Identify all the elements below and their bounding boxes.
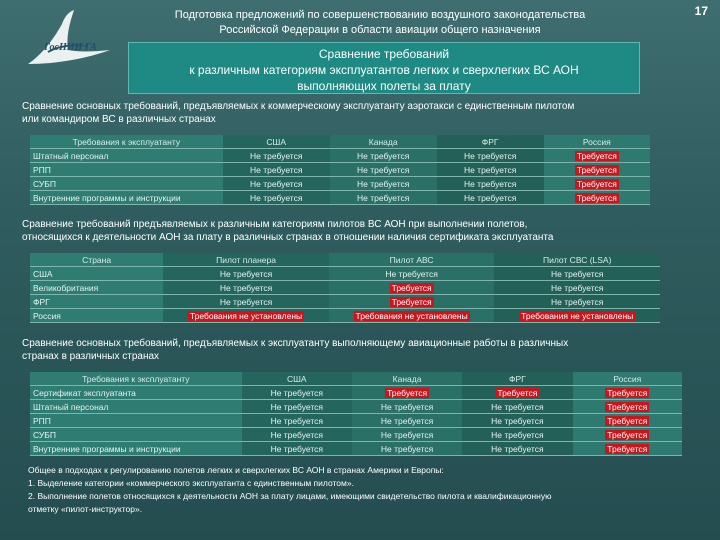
value-cell xyxy=(352,414,462,428)
section-1-caption xyxy=(22,100,702,126)
section-1-caption-line-2: или командиром ВС в различных странах xyxy=(22,114,216,125)
value-cell xyxy=(330,163,437,177)
value-cell xyxy=(329,309,495,323)
cell-text: Не требуется xyxy=(270,387,323,398)
value-cell xyxy=(544,163,650,177)
column-header: Россия xyxy=(544,135,650,149)
column-header: Требования к эксплуатанту xyxy=(30,135,223,149)
row-label-cell xyxy=(30,295,163,309)
cell-text: Требования не установлены xyxy=(521,310,634,321)
cell-text: Требуется xyxy=(576,150,617,161)
table-header-row xyxy=(30,135,650,149)
cell-text: Не требуется xyxy=(380,401,434,412)
cell-text: Не требуется xyxy=(463,192,517,203)
table-row xyxy=(30,414,682,428)
value-cell xyxy=(242,386,352,400)
value-cell xyxy=(437,191,544,205)
value-cell xyxy=(242,428,352,442)
section-3-caption-line-1: Сравнение основных требований, предъявляемых к эксплуатанту выполняющему авиационные работы в различных xyxy=(22,338,569,349)
value-cell xyxy=(573,386,682,400)
cell-text: Не требуется xyxy=(250,192,303,203)
cell-text: Требования не установлены xyxy=(189,310,303,321)
cell-text: Не требуется xyxy=(380,443,434,454)
row-label-cell xyxy=(30,177,223,191)
cell-text: Требуется xyxy=(607,387,648,398)
header-line-2: Российской Федерации в области авиации общего назначения xyxy=(219,24,541,36)
value-cell xyxy=(494,281,660,295)
cell-text: Не требуется xyxy=(385,268,438,279)
value-cell xyxy=(462,414,572,428)
row-label-cell xyxy=(30,428,242,442)
value-cell xyxy=(494,309,660,323)
table-header-row xyxy=(30,253,660,267)
cell-text: Россия xyxy=(33,310,61,321)
cell-text: Великобритания xyxy=(33,282,99,293)
cell-text: Не требуется xyxy=(219,268,273,279)
value-cell xyxy=(462,442,572,456)
cell-text: Не требуется xyxy=(270,401,323,412)
value-cell xyxy=(494,295,660,309)
cell-text: Не требуется xyxy=(219,296,273,307)
column-header: Пилот АВС xyxy=(329,253,495,267)
footnote xyxy=(28,464,708,516)
section-3-caption xyxy=(22,337,702,363)
cell-text: Требуется xyxy=(576,192,617,203)
value-cell xyxy=(437,163,544,177)
title-line-2: к различным категориям эксплуатантов легких и сверхлегких ВС АОН xyxy=(189,63,579,77)
value-cell xyxy=(242,400,352,414)
row-label-cell xyxy=(30,386,242,400)
value-cell xyxy=(223,163,330,177)
value-cell xyxy=(494,267,660,281)
value-cell xyxy=(462,428,572,442)
cell-text: Требования не установлены xyxy=(355,310,468,321)
cell-text: Внутренние программы и инструкции xyxy=(33,192,181,203)
cell-text: Не требуется xyxy=(550,282,604,293)
table-header-row xyxy=(30,372,682,386)
cell-text: Не требуется xyxy=(491,429,544,440)
cell-text: Требуется xyxy=(391,282,432,293)
value-cell xyxy=(330,191,437,205)
value-cell xyxy=(242,414,352,428)
cell-text: Требуется xyxy=(576,178,617,189)
cell-text: Требуется xyxy=(391,296,432,307)
cell-text: Не требуется xyxy=(250,150,303,161)
footnote-line-4: отметку «пилот-инструктор». xyxy=(28,504,143,514)
value-cell xyxy=(330,149,437,163)
cell-text: Не требуется xyxy=(550,268,604,279)
cell-text: Не требуется xyxy=(491,401,544,412)
cell-text: Не требуется xyxy=(270,429,323,440)
cell-text: ФРГ xyxy=(33,296,50,307)
cell-text: Не требуется xyxy=(356,192,410,203)
section-3-caption-line-2: странах в различных странах xyxy=(22,351,160,362)
column-header: Канада xyxy=(352,372,462,386)
row-label-cell xyxy=(30,281,163,295)
cell-text: Не требуется xyxy=(270,415,323,426)
value-cell xyxy=(223,177,330,191)
table-row xyxy=(30,177,650,191)
section-2-caption-line-2: относящихся к деятельности АОН за плату в различных странах в отношении наличия сертификата эксплуатанта xyxy=(22,232,554,243)
value-cell xyxy=(573,400,682,414)
cell-text: Требуется xyxy=(607,415,648,426)
value-cell xyxy=(352,428,462,442)
footnote-line-1: Общее в подходах к регулированию полетов легких и сверхлегких ВС АОН в странах Америки и Европы: xyxy=(28,465,444,475)
value-cell xyxy=(163,281,329,295)
cell-text: Не требуется xyxy=(550,296,604,307)
cell-text: СУБП xyxy=(33,429,56,440)
table-row xyxy=(30,386,682,400)
value-cell xyxy=(573,442,682,456)
value-cell xyxy=(223,149,330,163)
column-header: Канада xyxy=(330,135,437,149)
cell-text: Не требуется xyxy=(356,164,410,175)
column-header: США xyxy=(242,372,352,386)
cell-text: Требуется xyxy=(607,401,648,412)
table-row xyxy=(30,295,660,309)
value-cell xyxy=(544,191,650,205)
cell-text: Не требуется xyxy=(250,164,303,175)
operator-requirements-table xyxy=(30,135,650,205)
column-header: Россия xyxy=(573,372,682,386)
row-label-cell xyxy=(30,414,242,428)
cell-text: Не требуется xyxy=(491,415,544,426)
value-cell xyxy=(329,267,495,281)
cell-text: Требуется xyxy=(576,164,617,175)
cell-text: Штатный персонал xyxy=(33,150,109,161)
title-line-3: выполняющих полеты за плату xyxy=(297,79,471,93)
gosniiga-logo xyxy=(18,6,118,72)
row-label-cell xyxy=(30,442,242,456)
logo-text: ГосНИИ ГА xyxy=(44,42,97,53)
table-row xyxy=(30,309,660,323)
cell-text: Требуется xyxy=(387,387,428,398)
footnote-line-2: 1. Выделение категории «коммерческого эксплуатанта с единственным пилотом». xyxy=(28,478,354,488)
value-cell xyxy=(462,400,572,414)
column-header: ФРГ xyxy=(437,135,544,149)
slide-number: 17 xyxy=(694,4,708,18)
value-cell xyxy=(223,191,330,205)
value-cell xyxy=(352,400,462,414)
column-header: Пилот СВС (LSA) xyxy=(494,253,660,267)
cell-text: Не требуется xyxy=(463,178,517,189)
cell-text: РПП xyxy=(33,164,51,175)
title-line-1: Сравнение требований xyxy=(318,47,450,61)
table-row xyxy=(30,442,682,456)
cell-text: СУБП xyxy=(33,178,56,189)
cell-text: Не требуется xyxy=(250,178,303,189)
column-header: США xyxy=(223,135,330,149)
row-label-cell xyxy=(30,267,163,281)
footnote-line-3: 2. Выполнение полетов относящихся к деятельности АОН за плату лицами, имеющими свидетельство пилота и квалификационную xyxy=(28,491,552,501)
cell-text: Требуется xyxy=(607,429,648,440)
cell-text: РПП xyxy=(33,415,51,426)
cell-text: Не требуется xyxy=(380,415,434,426)
value-cell xyxy=(242,442,352,456)
header-text xyxy=(130,8,630,38)
value-cell xyxy=(544,149,650,163)
table-row xyxy=(30,149,650,163)
aerial-work-requirements-table xyxy=(30,372,682,456)
cell-text: США xyxy=(33,268,53,279)
value-cell xyxy=(329,281,495,295)
cell-text: Требуется xyxy=(607,443,648,454)
value-cell xyxy=(163,267,329,281)
row-label-cell xyxy=(30,163,223,177)
cell-text: Не требуется xyxy=(356,178,410,189)
header-line-1: Подготовка предложений по совершенствованию воздушного законодательства xyxy=(174,9,586,21)
cell-text: Не требуется xyxy=(491,443,544,454)
table-row xyxy=(30,267,660,281)
value-cell xyxy=(573,414,682,428)
value-cell xyxy=(352,386,462,400)
column-header: Требования к эксплуатанту xyxy=(30,372,242,386)
column-header: Страна xyxy=(30,253,163,267)
value-cell xyxy=(437,149,544,163)
value-cell xyxy=(573,428,682,442)
cell-text: Не требуется xyxy=(356,150,410,161)
table-row xyxy=(30,400,682,414)
cell-text: Не требуется xyxy=(380,429,434,440)
cell-text: Требуется xyxy=(497,387,538,398)
table-row xyxy=(30,191,650,205)
column-header: Пилот планера xyxy=(163,253,329,267)
cell-text: Не требуется xyxy=(463,150,517,161)
cell-text: Внутренние программы и инструкции xyxy=(33,443,181,454)
value-cell xyxy=(163,295,329,309)
column-header: ФРГ xyxy=(462,372,572,386)
value-cell xyxy=(352,442,462,456)
section-2-caption-line-1: Сравнение требований предъявляемых к различным категориям пилотов ВС АОН при выполнении полетов, xyxy=(22,219,528,230)
table-row xyxy=(30,428,682,442)
cell-text: Штатный персонал xyxy=(33,401,109,412)
value-cell xyxy=(462,386,572,400)
value-cell xyxy=(544,177,650,191)
value-cell xyxy=(330,177,437,191)
row-label-cell xyxy=(30,400,242,414)
table-row xyxy=(30,163,650,177)
pilot-certificate-table xyxy=(30,253,660,323)
row-label-cell xyxy=(30,309,163,323)
section-1-caption-line-1: Сравнение основных требований, предъявляемых к коммерческому эксплуатанту аэротакси с единственным пилотом xyxy=(22,101,575,112)
title-box xyxy=(128,42,640,94)
cell-text: Не требуется xyxy=(219,282,273,293)
cell-text: Не требуется xyxy=(270,443,323,454)
value-cell xyxy=(437,177,544,191)
value-cell xyxy=(329,295,495,309)
row-label-cell xyxy=(30,191,223,205)
table-row xyxy=(30,281,660,295)
value-cell xyxy=(163,309,329,323)
cell-text: Не требуется xyxy=(463,164,517,175)
cell-text: Сертификат эксплуатанта xyxy=(33,387,136,398)
section-2-caption xyxy=(22,218,702,244)
row-label-cell xyxy=(30,149,223,163)
